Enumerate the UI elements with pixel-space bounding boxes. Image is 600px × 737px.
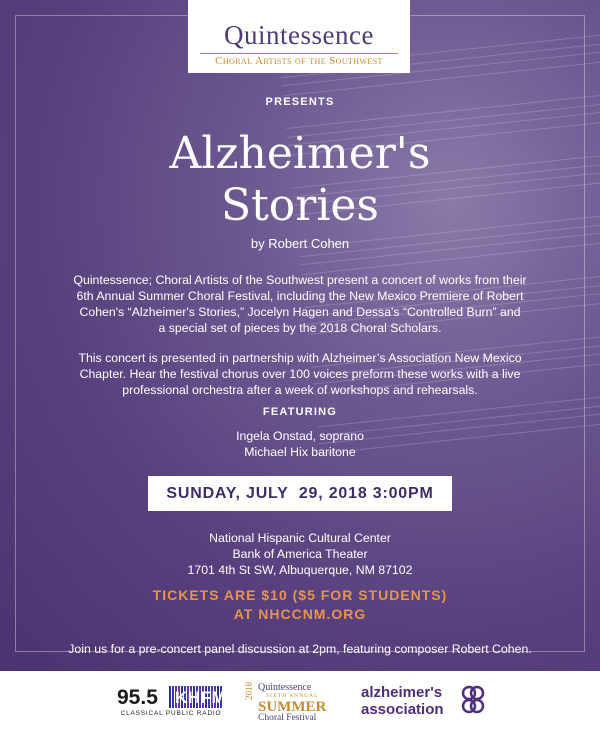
featuring-heading: FEATURING (262, 406, 338, 418)
khfm-name: KHFM (175, 688, 227, 707)
event-title (40, 128, 560, 232)
festival-summer: SUMMER (258, 699, 327, 715)
khfm-tagline: CLASSICAL PUBLIC RADIO (120, 710, 222, 717)
summer-festival-logo (244, 680, 344, 722)
performer-list (40, 428, 560, 460)
desc-line: This concert is presented in partnership with Alzheimer’s Association New Mexico (78, 351, 522, 365)
pre-concert-note: Join us for a pre-concert panel discussion at 2pm, featuring composer Robert Cohen. (68, 642, 532, 656)
venue-info (40, 530, 560, 578)
tickets-url[interactable]: AT NHCCNM.ORG (233, 606, 367, 622)
festival-edition: SIXTH ANNUAL (266, 693, 319, 699)
desc-line: Chapter. Hear the festival chorus over 100 voices preform these works with a live (79, 367, 521, 381)
logo-sub-text: Choral Artists of the Southwest (215, 55, 383, 67)
title-line-1: Alzheimer's (169, 128, 431, 179)
alz-mark-icon (460, 685, 486, 715)
performer: Ingela Onstad, soprano (236, 429, 364, 443)
description-paragraph-2 (40, 350, 560, 398)
presents-label: PRESENTS (265, 96, 335, 108)
khfm-frequency: 95.5 (117, 686, 158, 709)
performer: Michael Hix baritone (244, 445, 356, 459)
alzheimers-association-logo (361, 684, 491, 720)
festival-year: 2018 (243, 682, 254, 700)
tickets-price: TICKETS ARE $10 ($5 FOR STUDENTS) (152, 587, 448, 603)
festival-choral: Choral Festival (258, 713, 317, 723)
quintessence-logo (188, 0, 410, 73)
desc-line: Cohen's “Alzheimer's Stories,” Jocelyn Hagen and Dessa's “Controlled Burn” and (79, 305, 521, 319)
khfm-logo (117, 684, 225, 718)
desc-line: a special set of pieces by the 2018 Choral Scholars. (158, 321, 442, 335)
venue-address: 1701 4th St SW, Albuquerque, NM 87102 (187, 563, 413, 577)
desc-line: 6th Annual Summer Choral Festival, including the New Mexico Premiere of Robert (76, 289, 524, 303)
alz-line-2: association (361, 701, 444, 718)
description-paragraph-1 (40, 272, 560, 336)
date-time-banner (148, 476, 452, 511)
date-time-text: SUNDAY, JULY 29, 2018 3:00PM (166, 485, 434, 502)
author-byline: by Robert Cohen (250, 236, 350, 251)
desc-line: professional orchestra after a week of workshops and rehearsals. (122, 383, 478, 397)
desc-line: Quintessence; Choral Artists of the Southwest present a concert of works from their (73, 273, 527, 287)
venue-hall: Bank of America Theater (232, 547, 368, 561)
logo-main-text: Quintessence (224, 20, 374, 50)
tickets-info (40, 586, 560, 624)
venue-name: National Hispanic Cultural Center (209, 531, 391, 545)
festival-org: Quintessence (258, 682, 312, 693)
alz-line-1: alzheimer's (361, 684, 443, 701)
title-line-2: Stories (220, 180, 380, 231)
